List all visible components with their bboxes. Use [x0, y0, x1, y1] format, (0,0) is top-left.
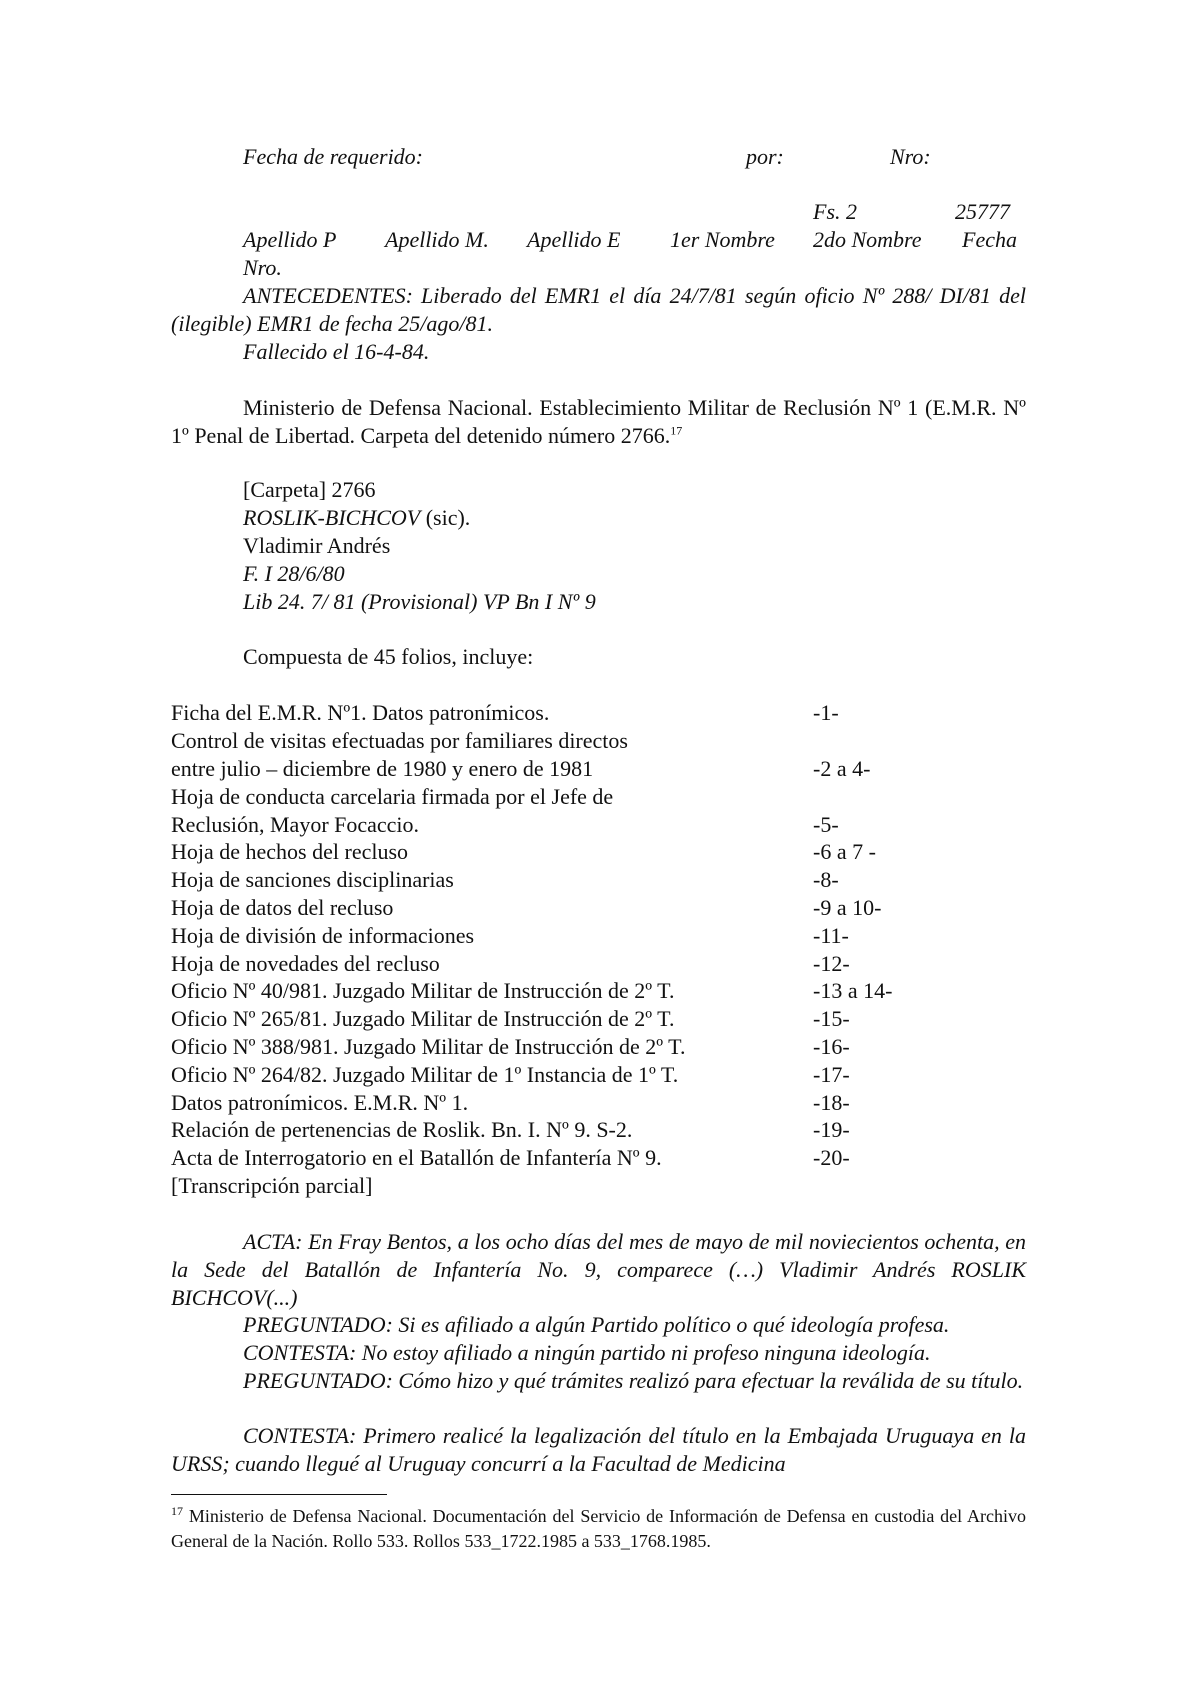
index-item-text: Hoja de novedades del recluso: [171, 951, 440, 976]
column-1er-nombre: 1er Nombre: [670, 227, 775, 252]
index-item-text: Oficio Nº 264/82. Juzgado Militar de 1º Instancia de 1º T.: [171, 1062, 679, 1087]
ministerio-paragraph: [171, 394, 1026, 450]
index-item-text: Hoja de división de informaciones: [171, 923, 475, 948]
index-item-folio: -8-: [813, 867, 839, 892]
column-nro: Nro.: [243, 255, 282, 280]
footnote-number: 17: [171, 1504, 183, 1518]
index-item-folio: -11-: [813, 923, 849, 948]
ministerio-text: Ministerio de Defensa Nacional. Establecimiento Militar de Reclusión Nº 1 (E.M.R. Nº 1º Penal de Libertad. Carpeta del detenido número 2766.: [171, 395, 1026, 448]
index-item-text: Hoja de conducta carcelaria firmada por el Jefe de: [171, 784, 614, 809]
index-item-folio: -20-: [813, 1145, 850, 1170]
index-item-text: entre julio – diciembre de 1980 y enero de 1981: [171, 756, 594, 781]
index-item-folio: -18-: [813, 1090, 850, 1115]
index-item-text: [Transcripción parcial]: [171, 1173, 373, 1198]
column-2do-nombre: 2do Nombre: [813, 227, 922, 252]
index-item-text: Hoja de datos del recluso: [171, 895, 394, 920]
detainee-given-names: Vladimir Andrés: [243, 533, 391, 558]
index-item-folio: -15-: [813, 1006, 850, 1031]
por-label: por:: [746, 144, 784, 169]
fecha-ingreso: F. I 28/6/80: [243, 561, 345, 586]
index-item-folio: -9 a 10-: [813, 895, 882, 920]
footnote: [171, 1504, 1026, 1554]
column-apellido-e: Apellido E: [527, 227, 621, 252]
sic-note: (sic).: [420, 505, 471, 530]
detainee-name: [243, 504, 470, 532]
index-item-folio: -1-: [813, 700, 839, 725]
index-item-folio: -13 a 14-: [813, 978, 893, 1003]
carpeta-number: [Carpeta] 2766: [243, 477, 376, 502]
footnote-separator: [171, 1494, 387, 1495]
index-item-text: Oficio Nº 388/981. Juzgado Militar de Instrucción de 2º T.: [171, 1034, 686, 1059]
column-apellido-p: Apellido P: [243, 227, 337, 252]
index-item-folio: -17-: [813, 1062, 850, 1087]
index-item-text: Ficha del E.M.R. Nº1. Datos patronímicos.: [171, 700, 550, 725]
column-apellido-m: Apellido M.: [385, 227, 489, 252]
index-item-text: Hoja de sanciones disciplinarias: [171, 867, 454, 892]
index-item-folio: -6 a 7 -: [813, 839, 876, 864]
reference-number: 25777: [955, 199, 1010, 224]
index-item-text: Acta de Interrogatorio en el Batallón de Infantería Nº 9.: [171, 1145, 662, 1170]
compuesta-line: Compuesta de 45 folios, incluye:: [243, 644, 534, 669]
fs-label: Fs. 2: [813, 199, 857, 224]
liberacion-line: Lib 24. 7/ 81 (Provisional) VP Bn I Nº 9: [243, 589, 596, 614]
fecha-requerido-label: Fecha de requerido:: [243, 144, 424, 169]
acta-paragraph: ACTA: En Fray Bentos, a los ocho días del mes de mayo de mil noviecientos ochenta, en la Sede del Batallón de Infantería No. 9, comparece (…) Vladimir Andrés ROSLIK BICHCOV(...): [171, 1229, 1026, 1310]
index-item-text: Control de visitas efectuadas por familiares directos: [171, 728, 628, 753]
footnote-text: Ministerio de Defensa Nacional. Documentación del Servicio de Información de Defensa en custodia del Archivo General de la Nación. Rollo 533. Rollos 533_1722.1985 a 533_1768.1985.: [171, 1506, 1026, 1551]
column-fecha: Fecha: [962, 227, 1017, 252]
index-item-folio: -5-: [813, 812, 839, 837]
index-item-folio: -2 a 4-: [813, 756, 871, 781]
pregunta-2: PREGUNTADO: Cómo hizo y qué trámites realizó para efectuar la reválida de su título.: [243, 1368, 1024, 1393]
index-item-text: Datos patronímicos. E.M.R. Nº 1.: [171, 1090, 469, 1115]
index-item-text: Hoja de hechos del recluso: [171, 839, 409, 864]
index-item-text: Oficio Nº 40/981. Juzgado Militar de Instrucción de 2º T.: [171, 978, 675, 1003]
pregunta-1: PREGUNTADO: Si es afiliado a algún Partido político o qué ideología profesa.: [243, 1312, 950, 1337]
respuesta-2: CONTESTA: Primero realicé la legalización del título en la Embajada Uruguaya en la URSS; cuando llegué al Uruguay concurrí a la Facultad de Medicina: [171, 1423, 1026, 1476]
antecedentes-paragraph: ANTECEDENTES: Liberado del EMR1 el día 24/7/81 según oficio Nº 288/ DI/81 del (ilegible) EMR1 de fecha 25/ago/81.: [171, 283, 1026, 336]
nro-label: Nro:: [890, 144, 931, 169]
fallecido-line: Fallecido el 16-4-84.: [243, 339, 430, 364]
footnote-reference: 17: [670, 423, 683, 438]
index-item-folio: -16-: [813, 1034, 850, 1059]
index-item-folio: -12-: [813, 951, 850, 976]
detainee-surname: ROSLIK-BICHCOV: [243, 505, 421, 530]
index-item-text: Relación de pertenencias de Roslik. Bn. I. Nº 9. S-2.: [171, 1117, 633, 1142]
index-item-folio: -19-: [813, 1117, 850, 1142]
index-item-text: Oficio Nº 265/81. Juzgado Militar de Instrucción de 2º T.: [171, 1006, 675, 1031]
respuesta-1: CONTESTA: No estoy afiliado a ningún partido ni profeso ninguna ideología.: [243, 1340, 931, 1365]
index-item-text: Reclusión, Mayor Focaccio.: [171, 812, 420, 837]
